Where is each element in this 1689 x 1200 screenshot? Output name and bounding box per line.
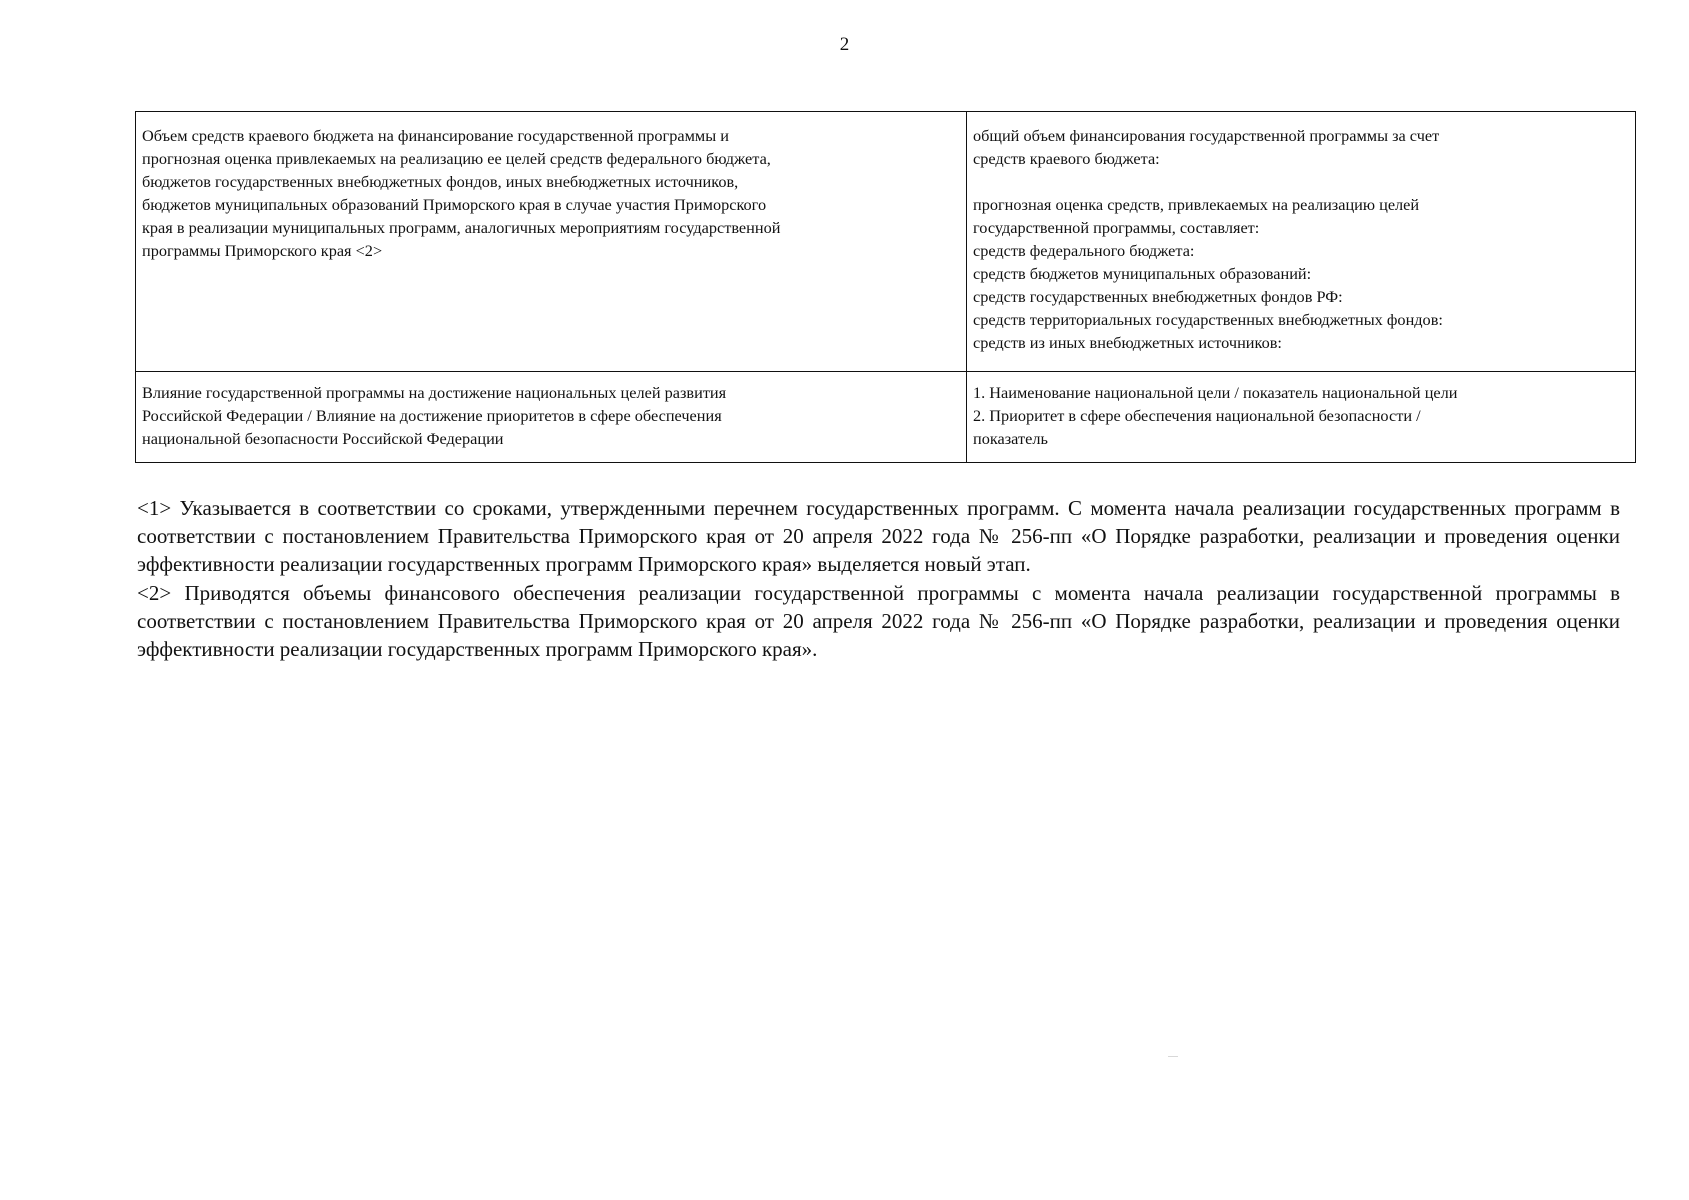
funding-label-line: Объем средств краевого бюджета на финансирование государственной программы и (142, 126, 729, 145)
page-number: 2 (839, 34, 850, 55)
funding-value-line: государственной программы, составляет: (973, 218, 1260, 237)
national-goals-value-line: показатель (973, 429, 1048, 448)
table-row-national-goals (136, 372, 1636, 463)
funding-label-line: бюджетов муниципальных образований Приморского края в случае участия Приморского (142, 195, 767, 214)
national-goals-label-line: Российской Федерации / Влияние на достижение приоритетов в сфере обеспечения (142, 406, 722, 425)
funding-value-line: средств государственных внебюджетных фондов РФ: (973, 287, 1343, 306)
national-goals-value-line: 1. Наименование национальной цели / показатель национальной цели (973, 383, 1458, 402)
funding-value-line: средств федерального бюджета: (973, 241, 1195, 260)
funding-value-line: средств территориальных государственных внебюджетных фондов: (973, 310, 1443, 329)
national-goals-value-line: 2. Приоритет в сфере обеспечения национальной безопасности / (973, 406, 1421, 425)
national-goals-label-line: национальной безопасности Российской Федерации (142, 429, 504, 448)
funding-value-line: средств бюджетов муниципальных образований: (973, 264, 1312, 283)
national-goals-label-cell (136, 372, 967, 463)
program-passport-table (135, 111, 1636, 463)
national-goals-value-cell (967, 372, 1636, 463)
funding-label-cell (136, 112, 967, 372)
funding-label-line: бюджетов государственных внебюджетных фондов, иных внебюджетных источников, (142, 172, 739, 191)
footnote-1: <1> Указывается в соответствии со сроками, утвержденными перечнем государственных программ. С момента начала реализации государственных программ в соответствии с постановлением Правительства Приморского края от 20 апреля 2022 года № 256-пп «О Порядке разработки, реализации и проведения оценки эффективности реализации государственных программ Приморского края» выделяется новый этап. (137, 496, 1620, 577)
funding-label-line: прогнозная оценка привлекаемых на реализацию ее целей средств федерального бюджета, (142, 149, 771, 168)
funding-value-line: прогнозная оценка средств, привлекаемых на реализацию целей (973, 195, 1420, 214)
scan-mark (1168, 1056, 1178, 1057)
national-goals-label-line: Влияние государственной программы на достижение национальных целей развития (142, 383, 727, 402)
table-row-funding (136, 112, 1636, 372)
footnote-2: <2> Приводятся объемы финансового обеспечения реализации государственной программы с момента начала реализации государственной программы в соответствии с постановлением Правительства Приморского края от 20 апреля 2022 года № 256-пп «О Порядке разработки, реализации и проведения оценки эффективности реализации государственных программ Приморского края». (137, 580, 1620, 662)
funding-label-line: края в реализации муниципальных программ, аналогичных мероприятиям государственной (142, 218, 781, 237)
funding-label-line: программы Приморского края <2> (142, 241, 383, 260)
funding-value-line: средств из иных внебюджетных источников: (973, 333, 1282, 352)
funding-value-line: общий объем финансирования государственной программы за счет (973, 126, 1440, 145)
funding-value-line: средств краевого бюджета: (973, 149, 1160, 168)
blank-line (973, 170, 1629, 193)
footnotes-section (137, 494, 1620, 663)
funding-value-cell (967, 112, 1636, 372)
